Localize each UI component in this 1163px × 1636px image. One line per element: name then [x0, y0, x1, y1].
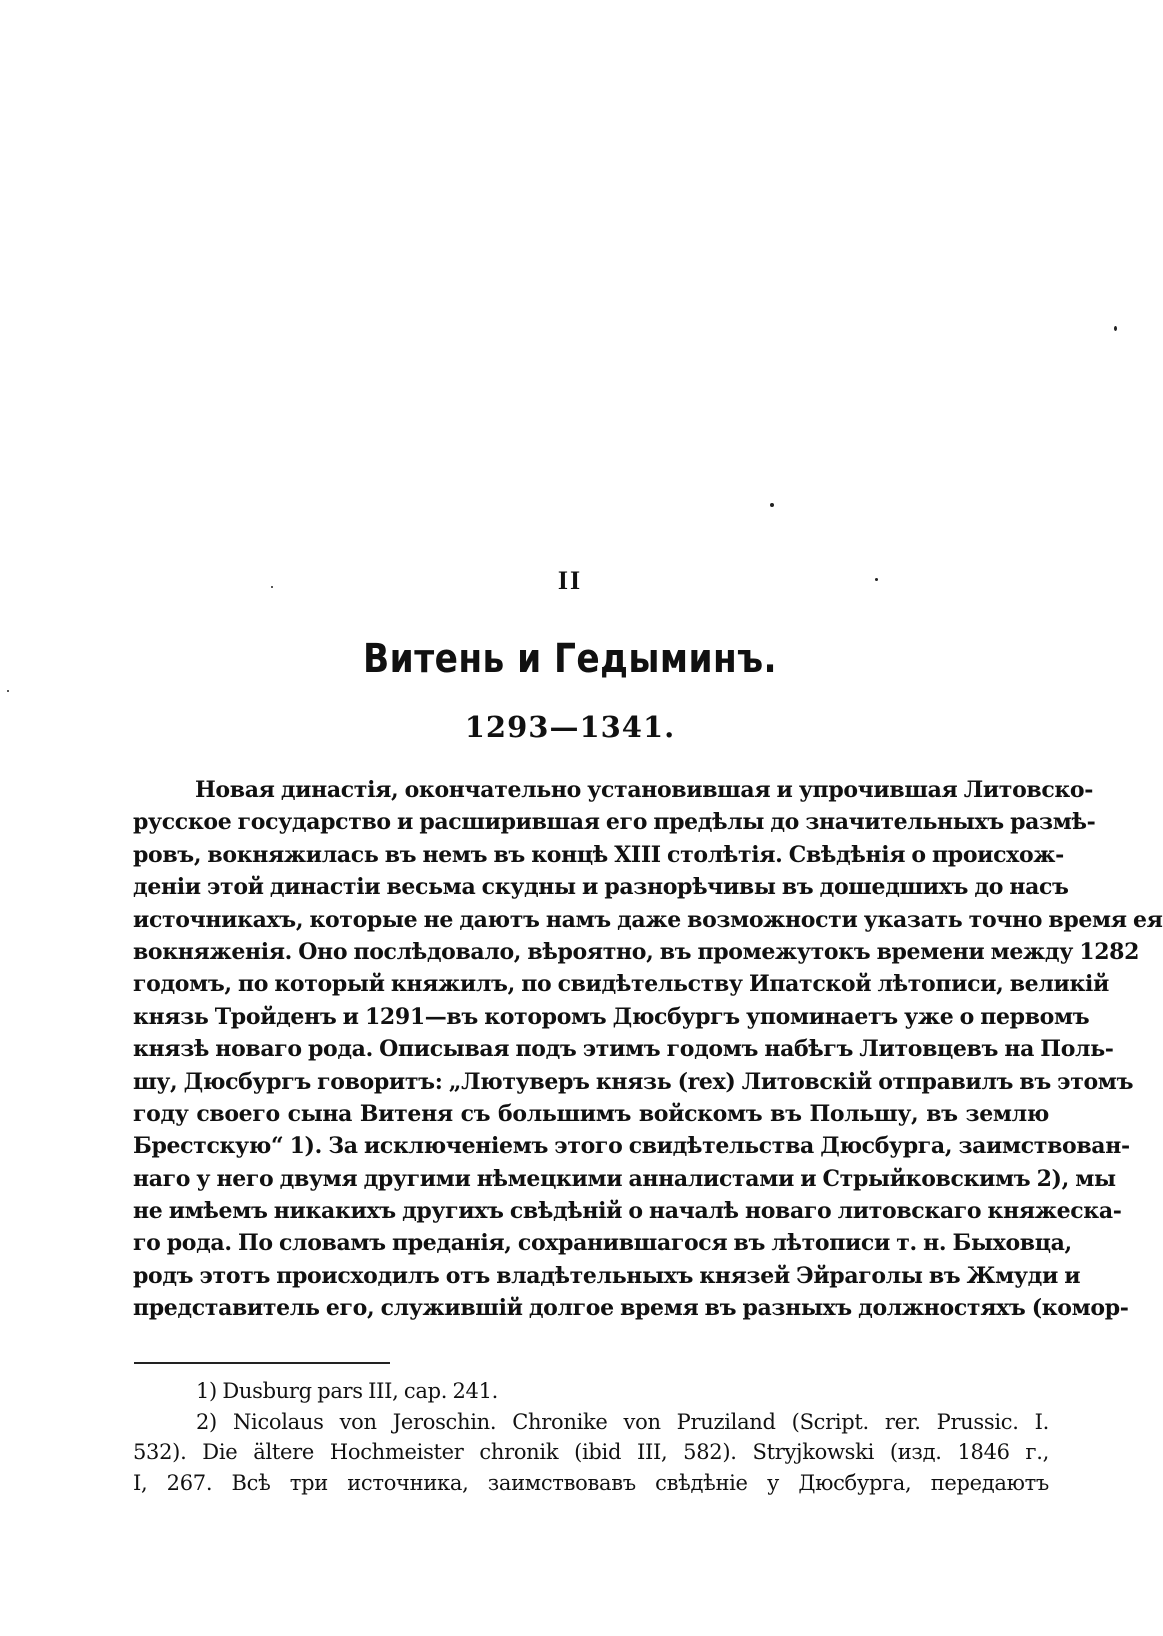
footnote-line: 2) Nicolaus von Jeroschin. Chronike von Pruziland (Script. rer. Prussic. I.	[196, 1409, 1049, 1434]
text-line: вокняженія. Оно послѣдовало, вѣроятно, въ промежутокъ времени между 1282	[133, 938, 1140, 965]
text-line: представитель его, служившій долгое время въ разныхъ должностяхъ (комор-	[133, 1295, 1129, 1322]
footnote-line: 1) Dusburg pars III, cap. 241.	[196, 1379, 499, 1403]
chapter-dates: 1293—1341.	[464, 710, 676, 744]
body-text	[133, 774, 1163, 1325]
text-line: году своего сына Витеня съ большимъ войскомъ въ Польшу, въ землю	[133, 1100, 1049, 1127]
text-line: ровъ, вокняжилась въ немъ въ концѣ XIII столѣтія. Свѣдѣнія о происхож-	[133, 841, 1064, 868]
footnotes	[133, 1376, 1049, 1498]
scan-speck	[1114, 326, 1117, 331]
scan-speck	[770, 503, 774, 507]
text-line: не имѣемъ никакихъ другихъ свѣдѣній о началѣ новаго литовскаго княжеска-	[133, 1198, 1122, 1225]
text-line: источникахъ, которые не даютъ намъ даже возможности указать точно время ея	[133, 906, 1163, 933]
text-line: родъ этотъ происходилъ отъ владѣтельныхъ князей Эйраголы въ Жмуди и	[133, 1262, 1081, 1289]
footnote-line: 532). Die ältere Hochmeister chronik (ibid III, 582). Stryjkowski (изд. 1846 г.,	[133, 1440, 1049, 1464]
scan-speck	[7, 690, 9, 692]
footnote-line: I, 267. Всѣ три источника, заимствовавъ свѣдѣніе у Дюсбурга, передаютъ	[133, 1470, 1049, 1495]
text-line: Брестскую“ 1). За исключеніемъ этого свидѣтельства Дюсбурга, заимствован-	[133, 1133, 1130, 1160]
chapter-number: II	[557, 566, 583, 595]
text-line: князѣ новаго рода. Описывая подъ этимъ годомъ набѣгъ Литовцевъ на Поль-	[133, 1036, 1114, 1063]
text-line: русское государство и расширившая его предѣлы до значительныхъ размѣ-	[133, 809, 1096, 836]
text-line: годомъ, по который княжилъ, по свидѣтельству Ипатской лѣтописи, великій	[133, 971, 1109, 998]
text-line: князь Тройденъ и 1291—въ которомъ Дюсбургъ упоминаетъ уже о первомъ	[133, 1003, 1090, 1030]
text-line: наго у него двумя другими нѣмецкими анналистами и Стрыйковскимъ 2), мы	[133, 1165, 1116, 1192]
footnote-divider	[134, 1362, 390, 1364]
text-line: деніи этой династіи весьма скудны и разнорѣчивы въ дошедшихъ до насъ	[133, 874, 1069, 901]
chapter-title: Витень и Гедыминъ.	[363, 636, 777, 682]
text-line: Новая династія, окончательно установившая и упрочившая Литовско-	[195, 777, 1094, 803]
text-line: го рода. По словамъ преданія, сохранившагося въ лѣтописи т. н. Быховца,	[133, 1230, 1072, 1257]
text-line: шу, Дюсбургъ говоритъ: „Лютуверъ князь (rex) Литовскій отправилъ въ этомъ	[133, 1068, 1134, 1095]
